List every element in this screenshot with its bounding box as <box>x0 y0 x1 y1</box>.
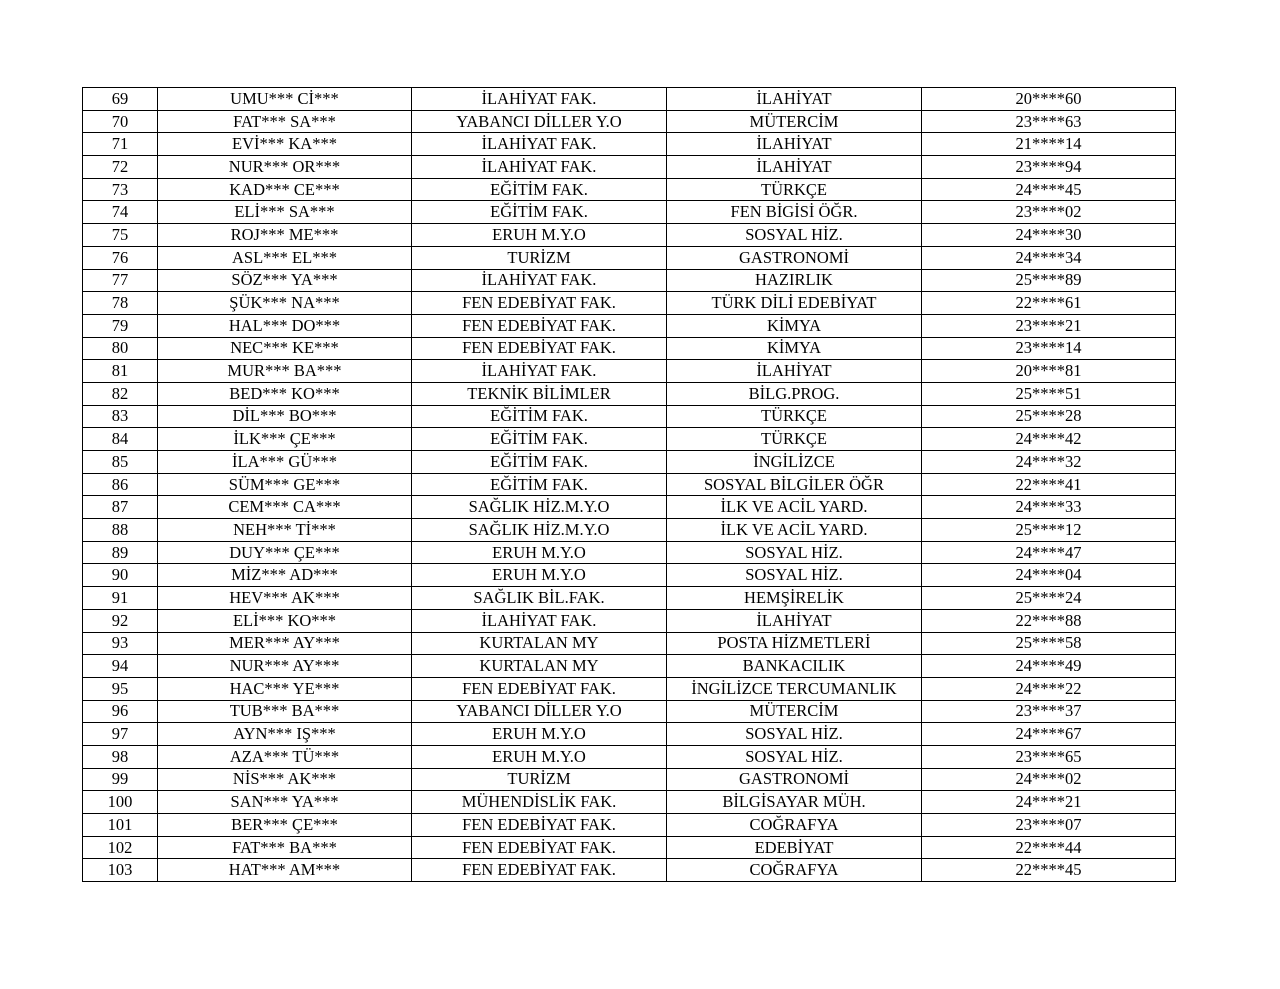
student-id-cell: 22****61 <box>922 292 1176 315</box>
department-cell: EDEBİYAT <box>667 836 922 859</box>
student-list-table <box>82 87 1176 882</box>
department-cell: SOSYAL HİZ. <box>667 745 922 768</box>
student-name-cell: NUR*** OR*** <box>158 156 412 179</box>
student-id-cell: 23****14 <box>922 337 1176 360</box>
table-row <box>83 405 1176 428</box>
student-name-cell: DİL*** BO*** <box>158 405 412 428</box>
row-number-cell: 101 <box>83 814 158 837</box>
department-cell: SOSYAL HİZ. <box>667 541 922 564</box>
faculty-cell: FEN EDEBİYAT FAK. <box>412 292 667 315</box>
department-cell: MÜTERCİM <box>667 110 922 133</box>
table-row <box>83 451 1176 474</box>
row-number-cell: 85 <box>83 451 158 474</box>
department-cell: İLAHİYAT <box>667 360 922 383</box>
department-cell: SOSYAL HİZ. <box>667 723 922 746</box>
student-id-cell: 23****94 <box>922 156 1176 179</box>
row-number-cell: 79 <box>83 314 158 337</box>
student-id-cell: 25****12 <box>922 519 1176 542</box>
student-id-cell: 21****14 <box>922 133 1176 156</box>
student-name-cell: HAL*** DO*** <box>158 314 412 337</box>
department-cell: İLAHİYAT <box>667 88 922 111</box>
row-number-cell: 86 <box>83 473 158 496</box>
row-number-cell: 71 <box>83 133 158 156</box>
department-cell: İLAHİYAT <box>667 133 922 156</box>
table-row <box>83 496 1176 519</box>
department-cell: TÜRKÇE <box>667 178 922 201</box>
row-number-cell: 81 <box>83 360 158 383</box>
faculty-cell: SAĞLIK BİL.FAK. <box>412 587 667 610</box>
department-cell: KİMYA <box>667 314 922 337</box>
row-number-cell: 103 <box>83 859 158 882</box>
student-name-cell: MUR*** BA*** <box>158 360 412 383</box>
table-row <box>83 768 1176 791</box>
faculty-cell: EĞİTİM FAK. <box>412 178 667 201</box>
faculty-cell: EĞİTİM FAK. <box>412 405 667 428</box>
table-row <box>83 382 1176 405</box>
faculty-cell: İLAHİYAT FAK. <box>412 360 667 383</box>
table-row <box>83 519 1176 542</box>
student-id-cell: 23****07 <box>922 814 1176 837</box>
student-name-cell: BER*** ÇE*** <box>158 814 412 837</box>
table-row <box>83 156 1176 179</box>
student-name-cell: TUB*** BA*** <box>158 700 412 723</box>
student-name-cell: HEV*** AK*** <box>158 587 412 610</box>
student-name-cell: ELİ*** SA*** <box>158 201 412 224</box>
table-row <box>83 564 1176 587</box>
faculty-cell: ERUH M.Y.O <box>412 541 667 564</box>
row-number-cell: 102 <box>83 836 158 859</box>
department-cell: İLK VE ACİL YARD. <box>667 519 922 542</box>
student-name-cell: SÜM*** GE*** <box>158 473 412 496</box>
faculty-cell: EĞİTİM FAK. <box>412 428 667 451</box>
table-row <box>83 473 1176 496</box>
faculty-cell: İLAHİYAT FAK. <box>412 269 667 292</box>
faculty-cell: SAĞLIK HİZ.M.Y.O <box>412 519 667 542</box>
faculty-cell: KURTALAN MY <box>412 655 667 678</box>
student-id-cell: 24****32 <box>922 451 1176 474</box>
table-row <box>83 677 1176 700</box>
row-number-cell: 84 <box>83 428 158 451</box>
student-id-cell: 24****47 <box>922 541 1176 564</box>
row-number-cell: 73 <box>83 178 158 201</box>
student-id-cell: 25****28 <box>922 405 1176 428</box>
row-number-cell: 69 <box>83 88 158 111</box>
student-name-cell: NEH*** Tİ*** <box>158 519 412 542</box>
faculty-cell: EĞİTİM FAK. <box>412 451 667 474</box>
row-number-cell: 93 <box>83 632 158 655</box>
table-row <box>83 201 1176 224</box>
department-cell: SOSYAL BİLGİLER ÖĞR <box>667 473 922 496</box>
student-id-cell: 25****89 <box>922 269 1176 292</box>
row-number-cell: 88 <box>83 519 158 542</box>
student-name-cell: ROJ*** ME*** <box>158 224 412 247</box>
department-cell: BANKACILIK <box>667 655 922 678</box>
faculty-cell: ERUH M.Y.O <box>412 723 667 746</box>
row-number-cell: 89 <box>83 541 158 564</box>
faculty-cell: TURİZM <box>412 768 667 791</box>
department-cell: TÜRKÇE <box>667 405 922 428</box>
student-name-cell: NİS*** AK*** <box>158 768 412 791</box>
department-cell: TÜRKÇE <box>667 428 922 451</box>
student-id-cell: 24****33 <box>922 496 1176 519</box>
row-number-cell: 77 <box>83 269 158 292</box>
table-row <box>83 587 1176 610</box>
faculty-cell: İLAHİYAT FAK. <box>412 88 667 111</box>
table-body <box>83 88 1176 882</box>
table-row <box>83 791 1176 814</box>
student-id-cell: 24****02 <box>922 768 1176 791</box>
student-name-cell: SÖZ*** YA*** <box>158 269 412 292</box>
row-number-cell: 75 <box>83 224 158 247</box>
student-name-cell: KAD*** CE*** <box>158 178 412 201</box>
department-cell: İNGİLİZCE <box>667 451 922 474</box>
row-number-cell: 95 <box>83 677 158 700</box>
department-cell: COĞRAFYA <box>667 814 922 837</box>
department-cell: BİLG.PROG. <box>667 382 922 405</box>
faculty-cell: SAĞLIK HİZ.M.Y.O <box>412 496 667 519</box>
table-row <box>83 337 1176 360</box>
student-id-cell: 24****21 <box>922 791 1176 814</box>
row-number-cell: 80 <box>83 337 158 360</box>
table-row <box>83 360 1176 383</box>
department-cell: GASTRONOMİ <box>667 768 922 791</box>
table-row <box>83 314 1176 337</box>
student-id-cell: 23****63 <box>922 110 1176 133</box>
row-number-cell: 98 <box>83 745 158 768</box>
student-name-cell: FAT*** BA*** <box>158 836 412 859</box>
faculty-cell: FEN EDEBİYAT FAK. <box>412 337 667 360</box>
faculty-cell: TEKNİK BİLİMLER <box>412 382 667 405</box>
faculty-cell: İLAHİYAT FAK. <box>412 156 667 179</box>
department-cell: İLK VE ACİL YARD. <box>667 496 922 519</box>
table-row <box>83 88 1176 111</box>
table-row <box>83 836 1176 859</box>
student-name-cell: MİZ*** AD*** <box>158 564 412 587</box>
department-cell: BİLGİSAYAR MÜH. <box>667 791 922 814</box>
table-row <box>83 178 1176 201</box>
student-name-cell: ASL*** EL*** <box>158 246 412 269</box>
student-name-cell: ŞÜK*** NA*** <box>158 292 412 315</box>
student-id-cell: 25****24 <box>922 587 1176 610</box>
row-number-cell: 76 <box>83 246 158 269</box>
student-name-cell: NUR*** AY*** <box>158 655 412 678</box>
row-number-cell: 70 <box>83 110 158 133</box>
student-name-cell: CEM*** CA*** <box>158 496 412 519</box>
table-row <box>83 224 1176 247</box>
table-row <box>83 428 1176 451</box>
department-cell: POSTA HİZMETLERİ <box>667 632 922 655</box>
row-number-cell: 82 <box>83 382 158 405</box>
faculty-cell: MÜHENDİSLİK FAK. <box>412 791 667 814</box>
row-number-cell: 92 <box>83 609 158 632</box>
table-row <box>83 541 1176 564</box>
student-id-cell: 24****49 <box>922 655 1176 678</box>
department-cell: SOSYAL HİZ. <box>667 224 922 247</box>
faculty-cell: EĞİTİM FAK. <box>412 201 667 224</box>
table-row <box>83 700 1176 723</box>
department-cell: İLAHİYAT <box>667 156 922 179</box>
table-row <box>83 632 1176 655</box>
student-id-cell: 22****45 <box>922 859 1176 882</box>
table-row <box>83 133 1176 156</box>
row-number-cell: 72 <box>83 156 158 179</box>
student-id-cell: 20****81 <box>922 360 1176 383</box>
department-cell: MÜTERCİM <box>667 700 922 723</box>
row-number-cell: 99 <box>83 768 158 791</box>
table-row <box>83 814 1176 837</box>
faculty-cell: YABANCI DİLLER Y.O <box>412 110 667 133</box>
department-cell: İNGİLİZCE TERCUMANLIK <box>667 677 922 700</box>
student-name-cell: HAT*** AM*** <box>158 859 412 882</box>
student-name-cell: ELİ*** KO*** <box>158 609 412 632</box>
student-id-cell: 22****44 <box>922 836 1176 859</box>
department-cell: COĞRAFYA <box>667 859 922 882</box>
student-name-cell: NEC*** KE*** <box>158 337 412 360</box>
student-id-cell: 24****42 <box>922 428 1176 451</box>
student-id-cell: 23****02 <box>922 201 1176 224</box>
student-name-cell: UMU*** Cİ*** <box>158 88 412 111</box>
department-cell: SOSYAL HİZ. <box>667 564 922 587</box>
faculty-cell: ERUH M.Y.O <box>412 224 667 247</box>
faculty-cell: İLAHİYAT FAK. <box>412 609 667 632</box>
student-id-cell: 24****67 <box>922 723 1176 746</box>
faculty-cell: YABANCI DİLLER Y.O <box>412 700 667 723</box>
row-number-cell: 97 <box>83 723 158 746</box>
student-name-cell: FAT*** SA*** <box>158 110 412 133</box>
department-cell: GASTRONOMİ <box>667 246 922 269</box>
row-number-cell: 91 <box>83 587 158 610</box>
student-id-cell: 23****65 <box>922 745 1176 768</box>
table-row <box>83 655 1176 678</box>
student-id-cell: 20****60 <box>922 88 1176 111</box>
student-name-cell: BED*** KO*** <box>158 382 412 405</box>
row-number-cell: 100 <box>83 791 158 814</box>
faculty-cell: İLAHİYAT FAK. <box>412 133 667 156</box>
student-id-cell: 23****37 <box>922 700 1176 723</box>
student-id-cell: 22****88 <box>922 609 1176 632</box>
row-number-cell: 87 <box>83 496 158 519</box>
table-row <box>83 723 1176 746</box>
department-cell: HAZIRLIK <box>667 269 922 292</box>
student-id-cell: 23****21 <box>922 314 1176 337</box>
student-id-cell: 24****22 <box>922 677 1176 700</box>
department-cell: KİMYA <box>667 337 922 360</box>
row-number-cell: 90 <box>83 564 158 587</box>
student-id-cell: 24****34 <box>922 246 1176 269</box>
row-number-cell: 74 <box>83 201 158 224</box>
department-cell: İLAHİYAT <box>667 609 922 632</box>
table-row <box>83 246 1176 269</box>
student-name-cell: İLA*** GÜ*** <box>158 451 412 474</box>
row-number-cell: 96 <box>83 700 158 723</box>
row-number-cell: 94 <box>83 655 158 678</box>
row-number-cell: 83 <box>83 405 158 428</box>
faculty-cell: KURTALAN MY <box>412 632 667 655</box>
table-row <box>83 609 1176 632</box>
faculty-cell: ERUH M.Y.O <box>412 745 667 768</box>
student-name-cell: HAC*** YE*** <box>158 677 412 700</box>
faculty-cell: EĞİTİM FAK. <box>412 473 667 496</box>
faculty-cell: FEN EDEBİYAT FAK. <box>412 677 667 700</box>
student-id-cell: 25****51 <box>922 382 1176 405</box>
table-row <box>83 745 1176 768</box>
student-name-cell: AZA*** TÜ*** <box>158 745 412 768</box>
department-cell: TÜRK DİLİ EDEBİYAT <box>667 292 922 315</box>
row-number-cell: 78 <box>83 292 158 315</box>
table-row <box>83 292 1176 315</box>
student-id-cell: 22****41 <box>922 473 1176 496</box>
student-name-cell: EVİ*** KA*** <box>158 133 412 156</box>
department-cell: FEN BİGİSİ ÖĞR. <box>667 201 922 224</box>
faculty-cell: ERUH M.Y.O <box>412 564 667 587</box>
student-id-cell: 24****45 <box>922 178 1176 201</box>
student-name-cell: DUY*** ÇE*** <box>158 541 412 564</box>
department-cell: HEMŞİRELİK <box>667 587 922 610</box>
student-name-cell: İLK*** ÇE*** <box>158 428 412 451</box>
faculty-cell: FEN EDEBİYAT FAK. <box>412 814 667 837</box>
table-row <box>83 110 1176 133</box>
student-id-cell: 24****30 <box>922 224 1176 247</box>
student-id-cell: 25****58 <box>922 632 1176 655</box>
faculty-cell: FEN EDEBİYAT FAK. <box>412 859 667 882</box>
student-name-cell: MER*** AY*** <box>158 632 412 655</box>
faculty-cell: FEN EDEBİYAT FAK. <box>412 314 667 337</box>
table-row <box>83 269 1176 292</box>
student-name-cell: AYN*** IŞ*** <box>158 723 412 746</box>
student-name-cell: SAN*** YA*** <box>158 791 412 814</box>
table-row <box>83 859 1176 882</box>
faculty-cell: FEN EDEBİYAT FAK. <box>412 836 667 859</box>
student-id-cell: 24****04 <box>922 564 1176 587</box>
faculty-cell: TURİZM <box>412 246 667 269</box>
